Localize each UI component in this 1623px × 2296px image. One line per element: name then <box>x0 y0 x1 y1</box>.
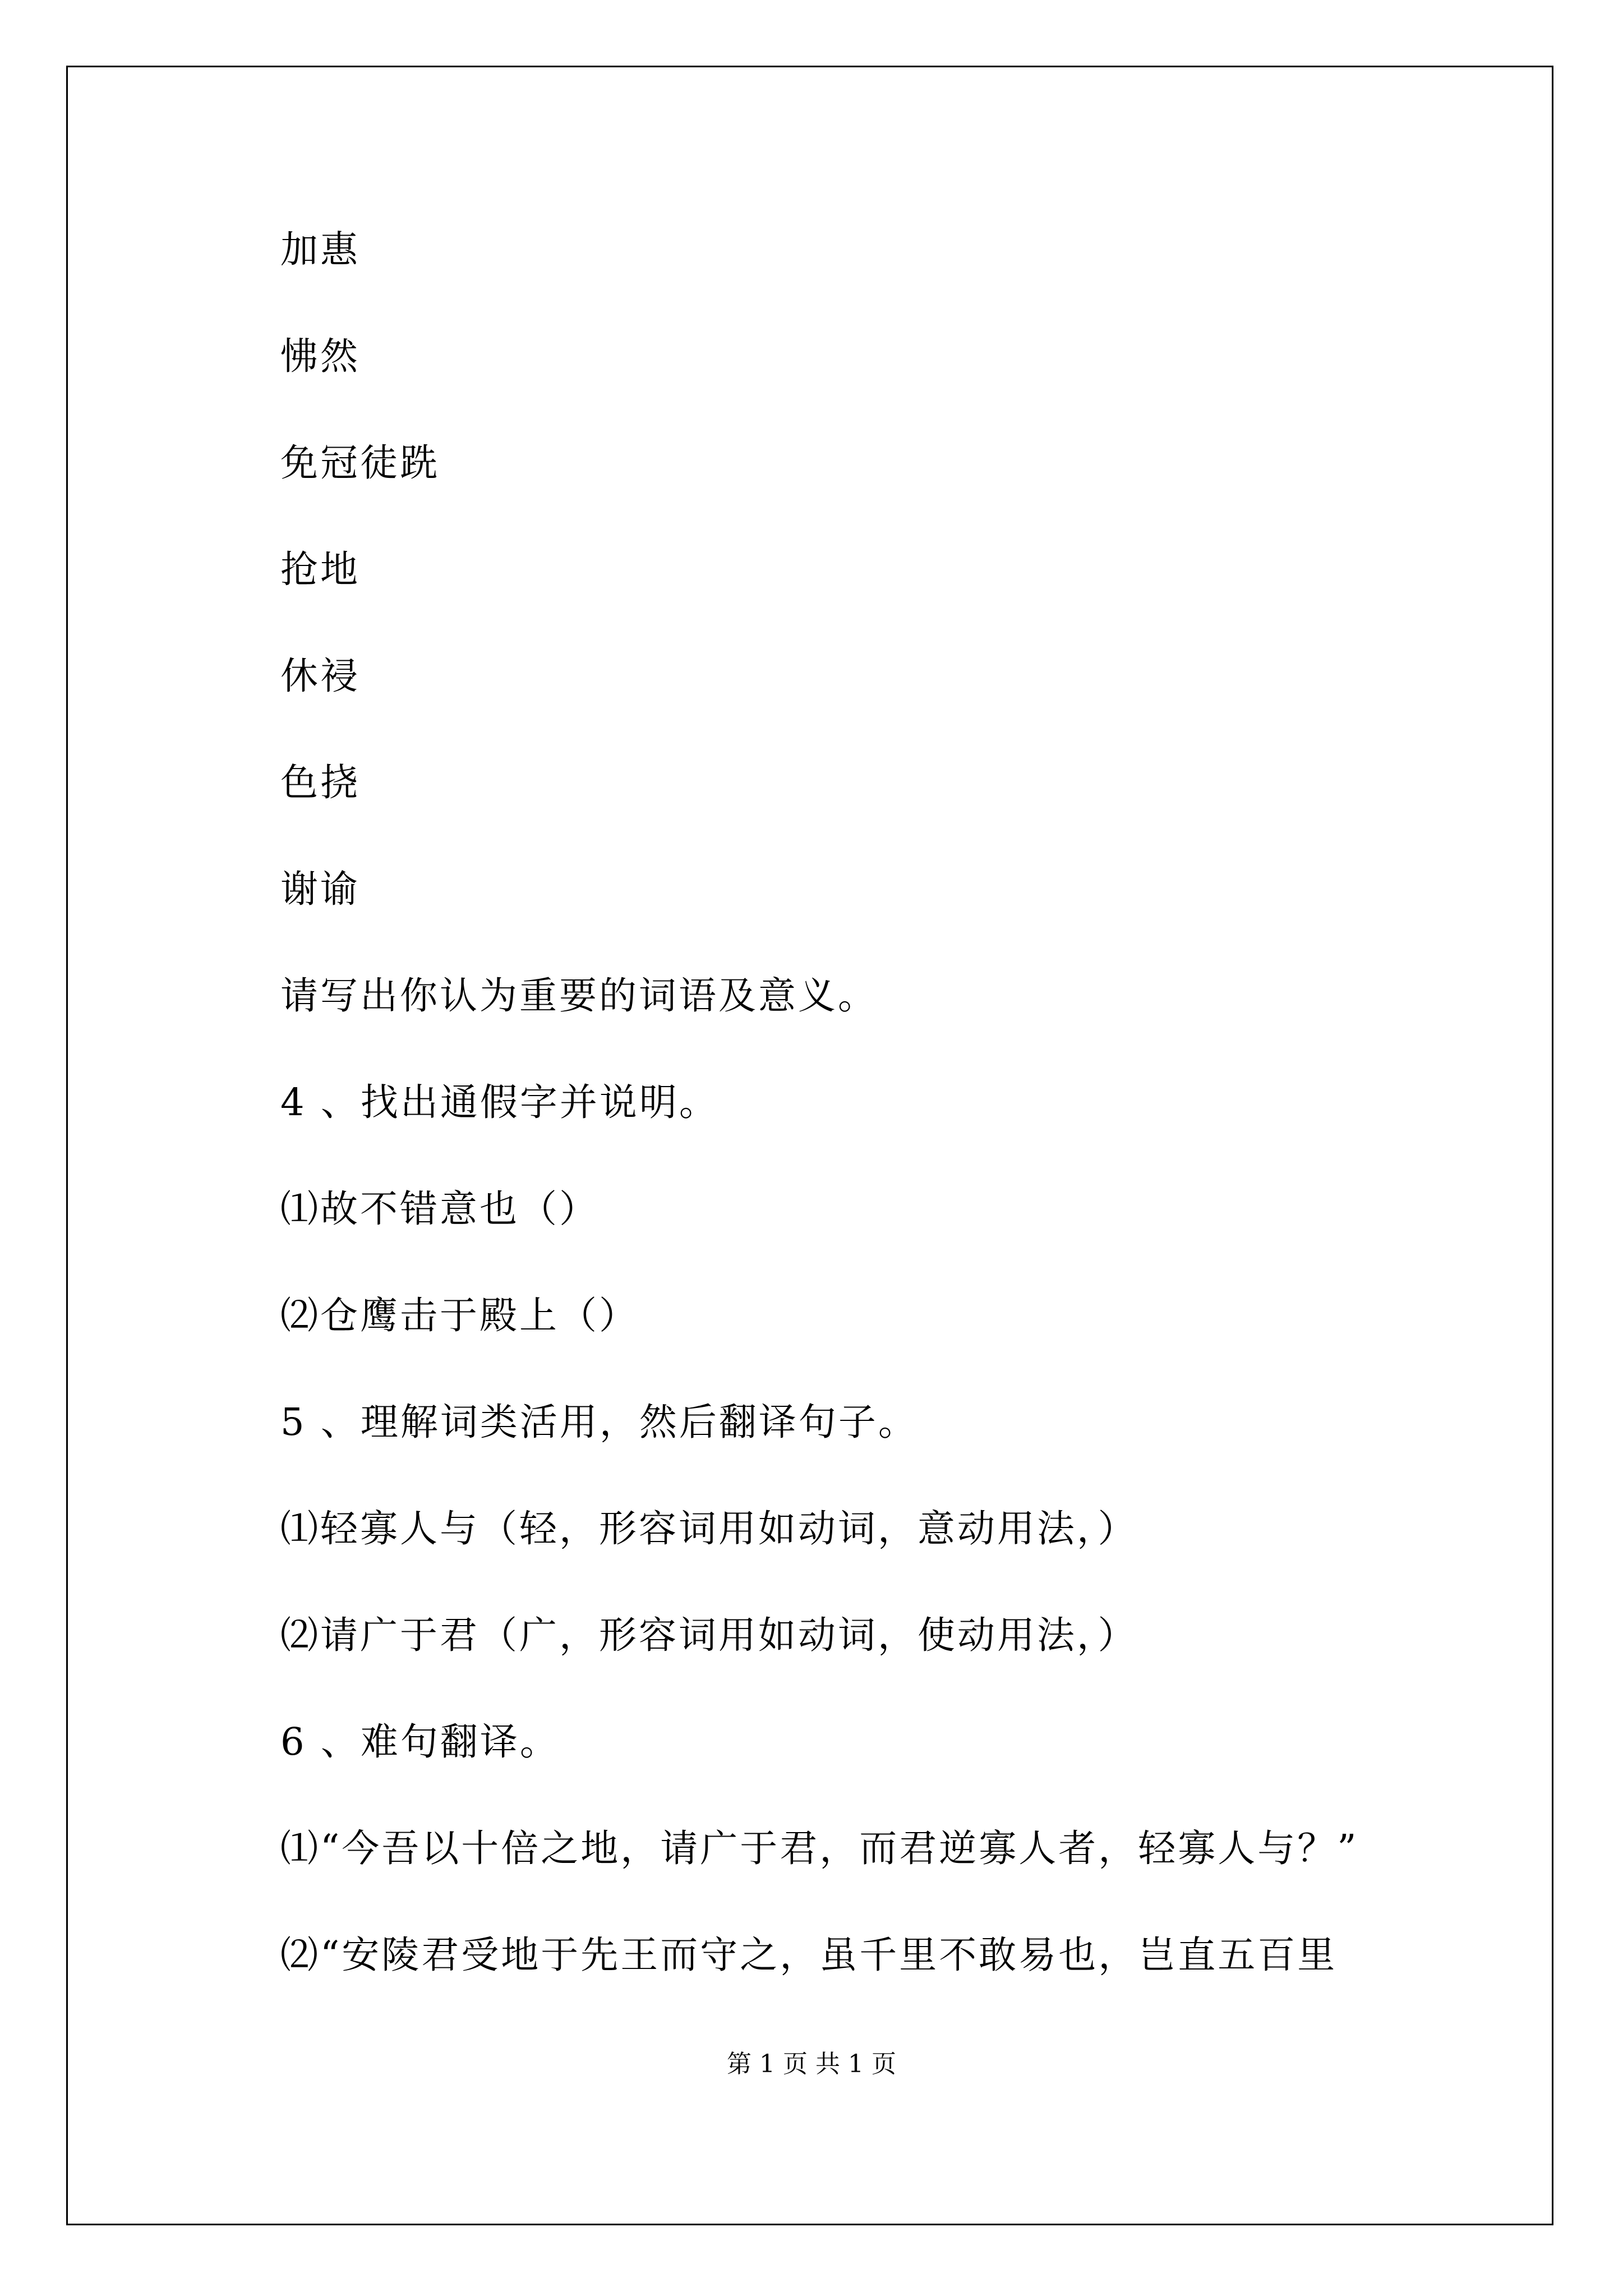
text-line-4: 抢地 <box>280 547 360 591</box>
instruction-line: 请写出你认为重要的词语及意义。 <box>280 974 878 1018</box>
page-number-footer: 第 1 页 共 1 页 <box>727 2050 896 2078</box>
text-line-7: 谢谕 <box>280 867 360 911</box>
question-6-item-1: ⑴“今吾以十倍之地，请广于君，而君逆寡人者，轻寡人与？” <box>280 1826 1359 1870</box>
question-6-item-2: ⑵“安陵君受地于先王而守之，虽千里不敢易也，岂直五百里 <box>280 1933 1338 1977</box>
question-5-item-2: ⑵请广于君（广，形容词用如动词，使动用法，） <box>280 1613 1138 1657</box>
text-line-6: 色挠 <box>280 761 360 804</box>
question-4-item-1: ⑴故不错意也（） <box>280 1187 599 1231</box>
text-line-5: 休祲 <box>280 654 360 698</box>
page-border <box>66 66 1553 2225</box>
text-line-1: 加惠 <box>280 228 360 272</box>
text-line-2: 怫然 <box>280 334 360 378</box>
question-5-item-1: ⑴轻寡人与（轻，形容词用如动词，意动用法，） <box>280 1507 1138 1550</box>
question-5-heading: 5 、理解词类活用，然后翻译句子。 <box>280 1400 918 1444</box>
text-line-3: 免冠徒跣 <box>280 441 440 485</box>
question-4-item-2: ⑵仓鹰击于殿上（） <box>280 1294 639 1337</box>
question-4-heading: 4 、找出通假字并说明。 <box>280 1080 719 1124</box>
question-6-heading: 6 、难句翻译。 <box>280 1720 560 1764</box>
